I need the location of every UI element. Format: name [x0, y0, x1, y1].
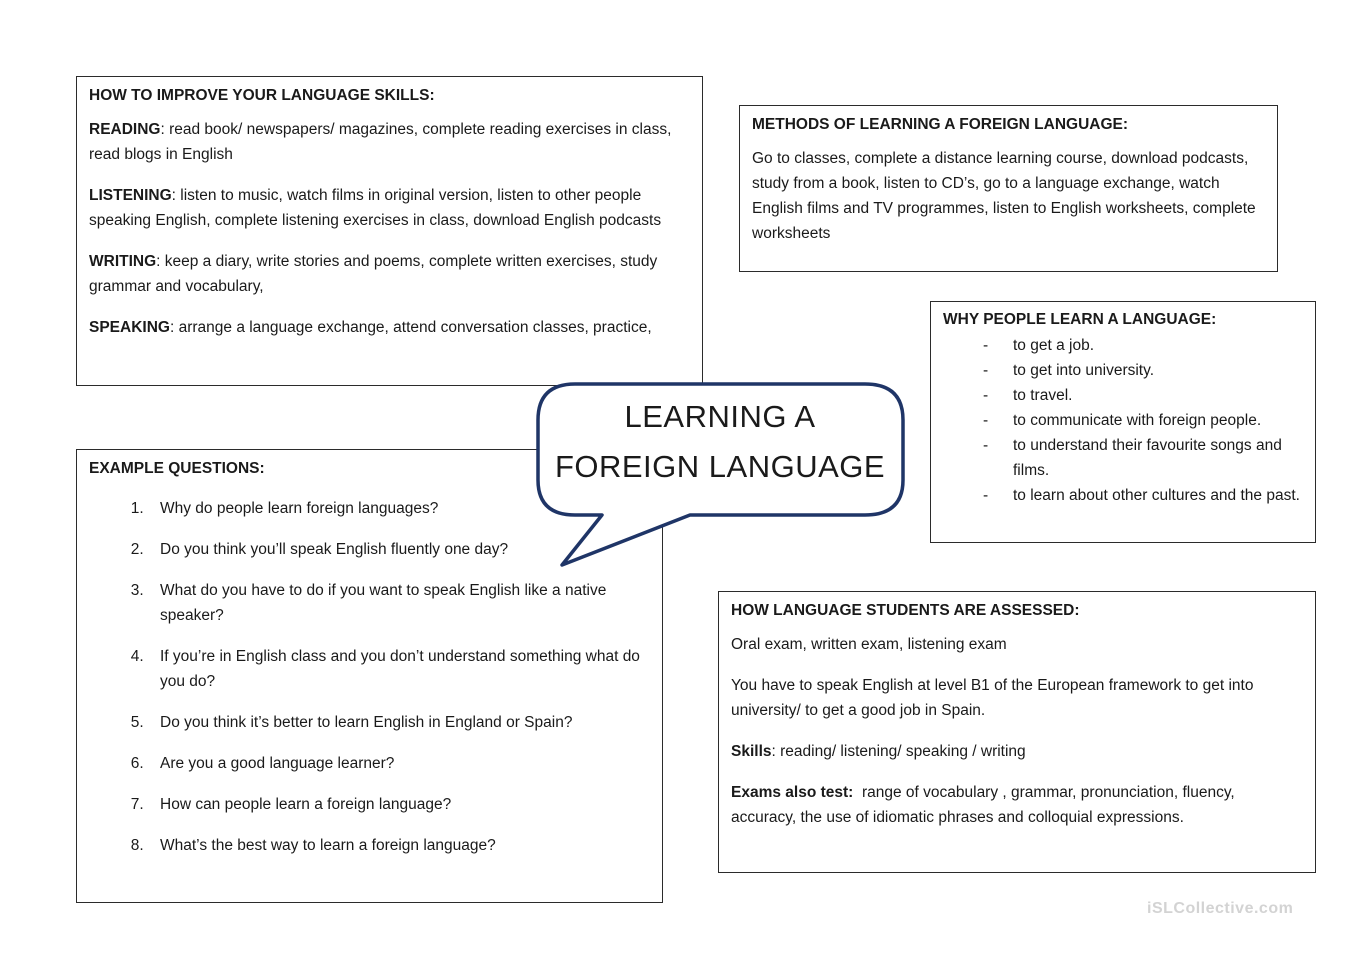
listening-text: : listen to music, watch films in original version, listen to other people speaking English, complete listening exercises in class, download English podcasts	[89, 187, 662, 229]
listening-label: LISTENING	[89, 187, 172, 204]
example-questions-title: EXAMPLE QUESTIONS:	[89, 460, 265, 477]
assessment-level: You have to speak English at level B1 of the European framework to get into university/ to get a good job in Spain.	[731, 677, 1254, 719]
list-item: - to learn about other cultures and the past.	[943, 483, 1303, 508]
writing-text: : keep a diary, write stories and poems, complete written exercises, study grammar and vocabulary,	[89, 253, 658, 295]
exams-label: Exams also test:	[731, 784, 854, 801]
list-item: - to get into university.	[943, 358, 1303, 383]
improve-skills-title: HOW TO IMPROVE YOUR LANGUAGE SKILLS:	[89, 87, 435, 104]
exams-text: range of vocabulary , grammar, pronunciation, fluency, accuracy, the use of idiomatic phrases and colloquial expressions.	[731, 784, 1240, 826]
list-item: 6. Are you a good language learner?	[148, 751, 650, 776]
bubble-title	[540, 392, 900, 492]
list-item: 3. What do you have to do if you want to speak English like a native speaker?	[148, 578, 650, 628]
watermark-logo: iSLCollective.com	[1147, 900, 1294, 917]
reading-label: READING	[89, 121, 161, 138]
bubble-title-line2: FOREIGN LANGUAGE	[554, 449, 886, 484]
speaking-label: SPEAKING	[89, 319, 170, 336]
bubble-title-line1: LEARNING A	[624, 399, 816, 434]
methods-text: Go to classes, complete a distance learning course, download podcasts, study from a book, listen to CD’s, go to a language exchange, watch English films and TV programmes, listen to English worksheets, complete worksheets	[752, 150, 1256, 242]
skills-label: Skills	[731, 743, 772, 760]
list-item: 7. How can people learn a foreign language?	[148, 792, 650, 817]
list-item: 2. Do you think you’ll speak English fluently one day?	[148, 537, 650, 562]
reading-text: : read book/ newspapers/ magazines, complete reading exercises in class, read blogs in English	[89, 121, 672, 163]
list-item: - to communicate with foreign people.	[943, 408, 1303, 433]
list-item: - to get a job.	[943, 333, 1303, 358]
methods-title: METHODS OF LEARNING A FOREIGN LANGUAGE:	[752, 116, 1129, 133]
list-item: 4. If you’re in English class and you don’t understand something what do you do?	[148, 644, 650, 694]
list-item: - to travel.	[943, 383, 1303, 408]
assessment-exams: Oral exam, written exam, listening exam	[731, 636, 1007, 653]
why-learn-title: WHY PEOPLE LEARN A LANGUAGE:	[943, 311, 1217, 328]
speaking-text: : arrange a language exchange, attend conversation classes, practice,	[169, 319, 652, 336]
assessment-title: HOW LANGUAGE STUDENTS ARE ASSESSED:	[731, 602, 1080, 619]
skills-text: : reading/ listening/ speaking / writing	[771, 743, 1026, 760]
list-item: - to understand their favourite songs and films.	[943, 433, 1303, 483]
list-item: 1. Why do people learn foreign languages?	[148, 496, 650, 521]
list-item: 5. Do you think it’s better to learn English in England or Spain?	[148, 710, 650, 735]
writing-label: WRITING	[89, 253, 157, 270]
list-item: 8. What’s the best way to learn a foreign language?	[148, 833, 650, 858]
